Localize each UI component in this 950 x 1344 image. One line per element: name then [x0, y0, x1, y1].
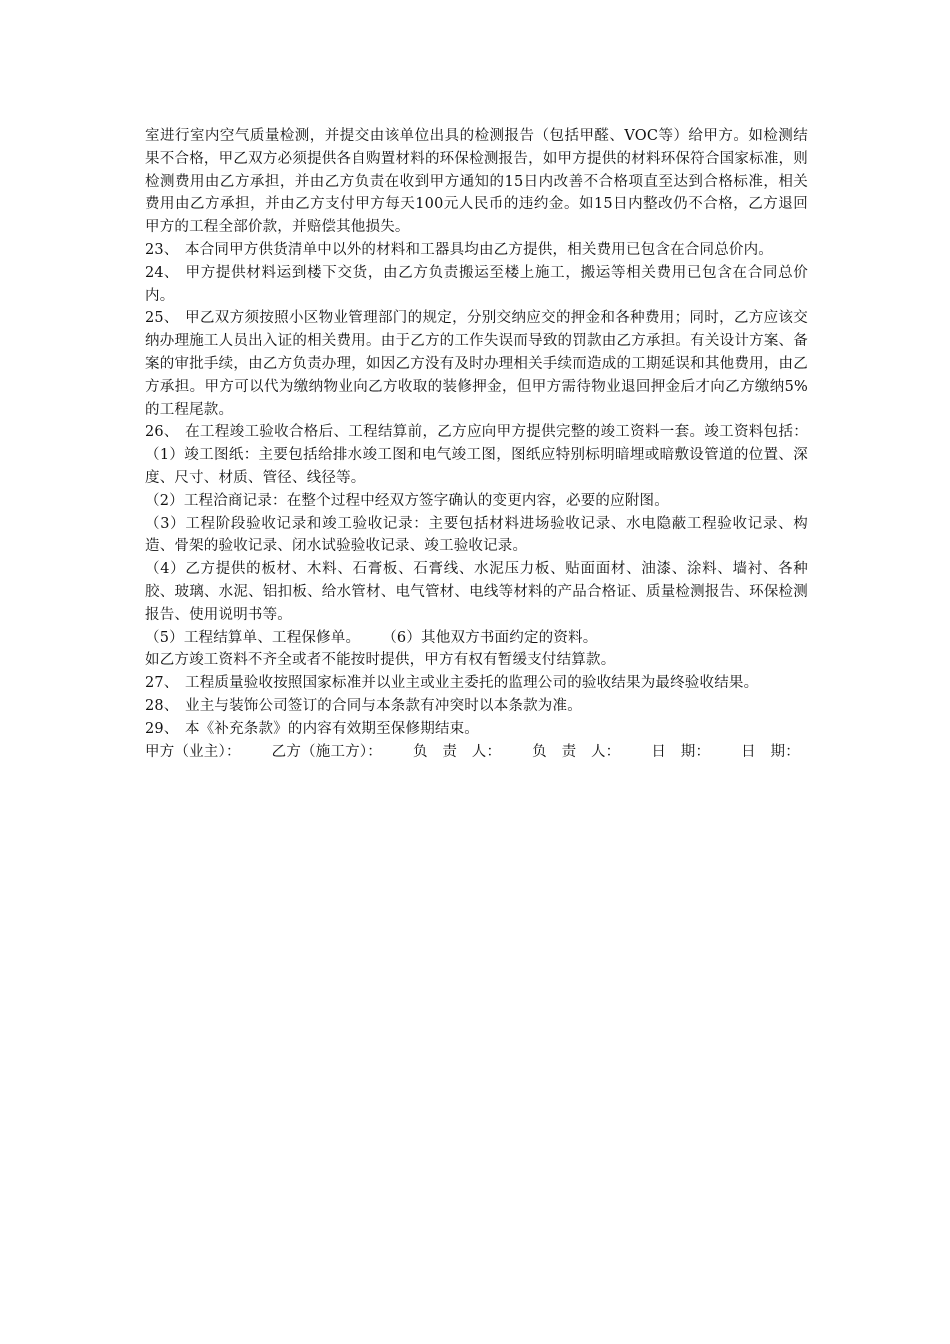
party-b-label: 乙方（施工方）：: [271, 743, 382, 760]
clause-29: [145, 718, 808, 741]
clause-26-item-2: （2）工程洽商记录：在整个过程中经双方签字确认的变更内容，必要的应附图。: [145, 492, 669, 509]
clause-number: 27、: [145, 675, 179, 692]
responsible-a-label: 负 责 人：: [412, 743, 502, 760]
clause-number: 29、: [145, 720, 179, 737]
clause-text: 甲乙双方须按照小区物业管理部门的规定，分别交纳应交的押金和各种费用；同时，乙方应该交纳办理施工人员出入证的相关费用。由于乙方的工作失误而导致的罚款由乙方承担。有关设计方案、备案的审批手续，由乙方负责办理，如因乙方没有及时办理相关手续而造成的工期延误和其他费用，由乙方承担。甲方可以代为缴纳物业向乙方收取的装修押金，但甲方需待物业退回押金后才向乙方缴纳5%的工程尾款。: [145, 310, 808, 418]
party-a-label: 甲方（业主）：: [145, 743, 241, 760]
clause-number: 24、: [145, 264, 179, 281]
clause-26-item-3: （3）工程阶段验收记录和竣工验收记录：主要包括材料进场验收记录、水电隐蔽工程验收记录、构造、骨架的验收记录、闭水试验验收记录、竣工验收记录。: [145, 515, 808, 555]
clause-25: [145, 307, 808, 421]
item-6: （6）其他双方书面约定的资料。: [382, 629, 598, 646]
clause-text: 工程质量验收按照国家标准并以业主或业主委托的监理公司的验收结果为最终验收结果。: [185, 675, 759, 692]
clause-26: [145, 421, 808, 489]
clause-number: 23、: [145, 241, 179, 258]
clause-28: [145, 695, 808, 718]
clause-23: [145, 239, 808, 262]
contract-body: [145, 125, 808, 763]
date-b-label: 日 期：: [741, 743, 800, 760]
clause-number: 28、: [145, 697, 179, 714]
clause-27: [145, 672, 808, 695]
date-a-label: 日 期：: [651, 743, 711, 760]
clause-text: 在工程竣工验收合格后、工程结算前，乙方应向甲方提供完整的竣工资料一套。竣工资料包括：（1）竣工图纸：主要包括给排水竣工图和电气竣工图，图纸应特别标明暗埋或暗敷设管道的位置、深度、尺寸、材质、管径、线径等。: [145, 424, 808, 486]
clause-number: 25、: [145, 310, 179, 327]
delay-note: 如乙方竣工资料不齐全或者不能按时提供，甲方有权有暂缓支付结算款。: [145, 652, 616, 669]
paragraph-continued: 室进行室内空气质量检测，并提交由该单位出具的检测报告（包括甲醛、VOC等）给甲方。如检测结果不合格，甲乙双方必须提供各自购置材料的环保检测报告，如甲方提供的材料环保符合国家标准，则检测费用由乙方承担，并由乙方负责在收到甲方通知的15日内改善不合格项直至达到合格标准，相关费用由乙方承担，并由乙方支付甲方每天100元人民币的违约金。如15日内整改仍不合格，乙方退回甲方的工程全部价款，并赔偿其他损失。: [145, 128, 808, 236]
item-5: （5）工程结算单、工程保修单。: [145, 629, 361, 646]
clause-26-item-4: （4）乙方提供的板材、木料、石膏板、石膏线、水泥压力板、贴面面材、油漆、涂料、墙衬、各种胶、玻璃、水泥、铝扣板、给水管材、电气管材、电线等材料的产品合格证、质量检测报告、环保检测报告、使用说明书等。: [145, 561, 808, 623]
clause-24: [145, 262, 808, 308]
clause-text: 甲方提供材料运到楼下交货，由乙方负责搬运至楼上施工，搬运等相关费用已包含在合同总价内。: [145, 264, 808, 304]
clause-26-items-5-6: [145, 627, 808, 650]
responsible-b-label: 负 责 人：: [532, 743, 621, 760]
clause-text: 本合同甲方供货清单中以外的材料和工器具均由乙方提供，相关费用已包含在合同总价内。: [185, 241, 773, 258]
clause-text: 业主与装饰公司签订的合同与本条款有冲突时以本条款为准。: [185, 697, 582, 714]
clause-text: 本《补充条款》的内容有效期至保修期结束。: [185, 720, 479, 737]
clause-number: 26、: [145, 424, 179, 441]
signature-line: [145, 741, 800, 764]
